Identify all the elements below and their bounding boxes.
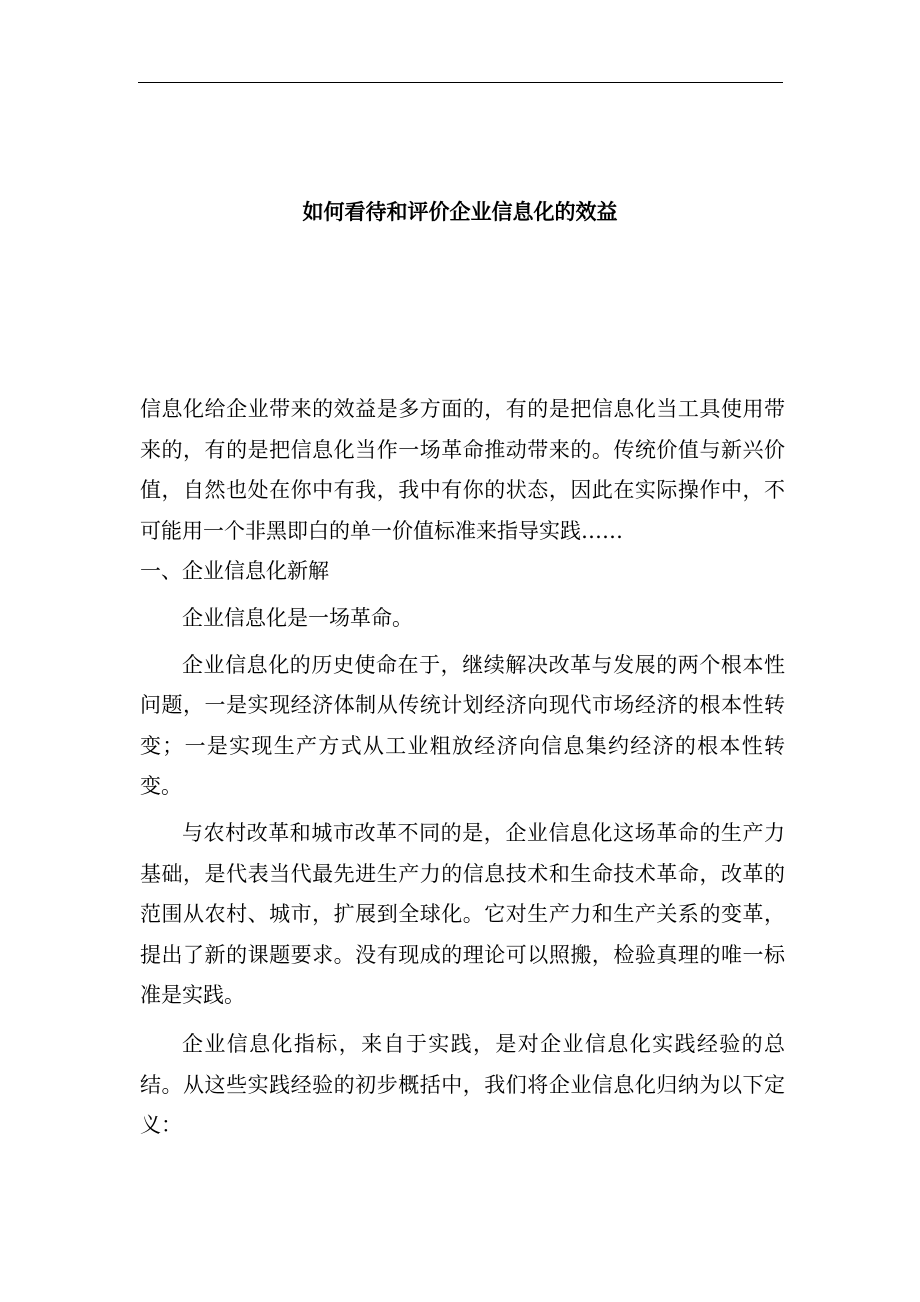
body-paragraph-4: 企业信息化指标，来自于实践，是对企业信息化实践经验的总结。从这些实践经验的初步概括中，我们将企业信息化归纳为以下定义： <box>140 1031 785 1138</box>
body-paragraph-1: 企业信息化是一场革命。 <box>182 605 413 630</box>
document-body <box>140 389 785 1146</box>
section-heading: 一、企业信息化新解 <box>140 559 329 584</box>
header-rule <box>138 82 783 83</box>
body-paragraph-3: 与农村改革和城市改革不同的是，企业信息化这场革命的生产力基础，是代表当代最先进生产力的信息技术和生命技术革命，改革的范围从农村、城市，扩展到全球化。它对生产力和生产关系的变革，提出了新的课题要求。没有现成的理论可以照搬，检验真理的唯一标准是实践。 <box>140 820 785 1008</box>
document-title: 如何看待和评价企业信息化的效益 <box>302 199 618 224</box>
intro-paragraph: 信息化给企业带来的效益是多方面的，有的是把信息化当工具使用带来的，有的是把信息化当作一场革命推动带来的。传统价值与新兴价值，自然也处在你中有我，我中有你的状态，因此在实际操作中，不可能用一个非黑即白的单一价值标准来指导实践…… <box>140 397 785 543</box>
body-paragraph-2: 企业信息化的历史使命在于，继续解决改革与发展的两个根本性问题，一是实现经济体制从传统计划经济向现代市场经济的根本性转变；一是实现生产方式从工业粗放经济向信息集约经济的根本性转变。 <box>140 652 785 799</box>
